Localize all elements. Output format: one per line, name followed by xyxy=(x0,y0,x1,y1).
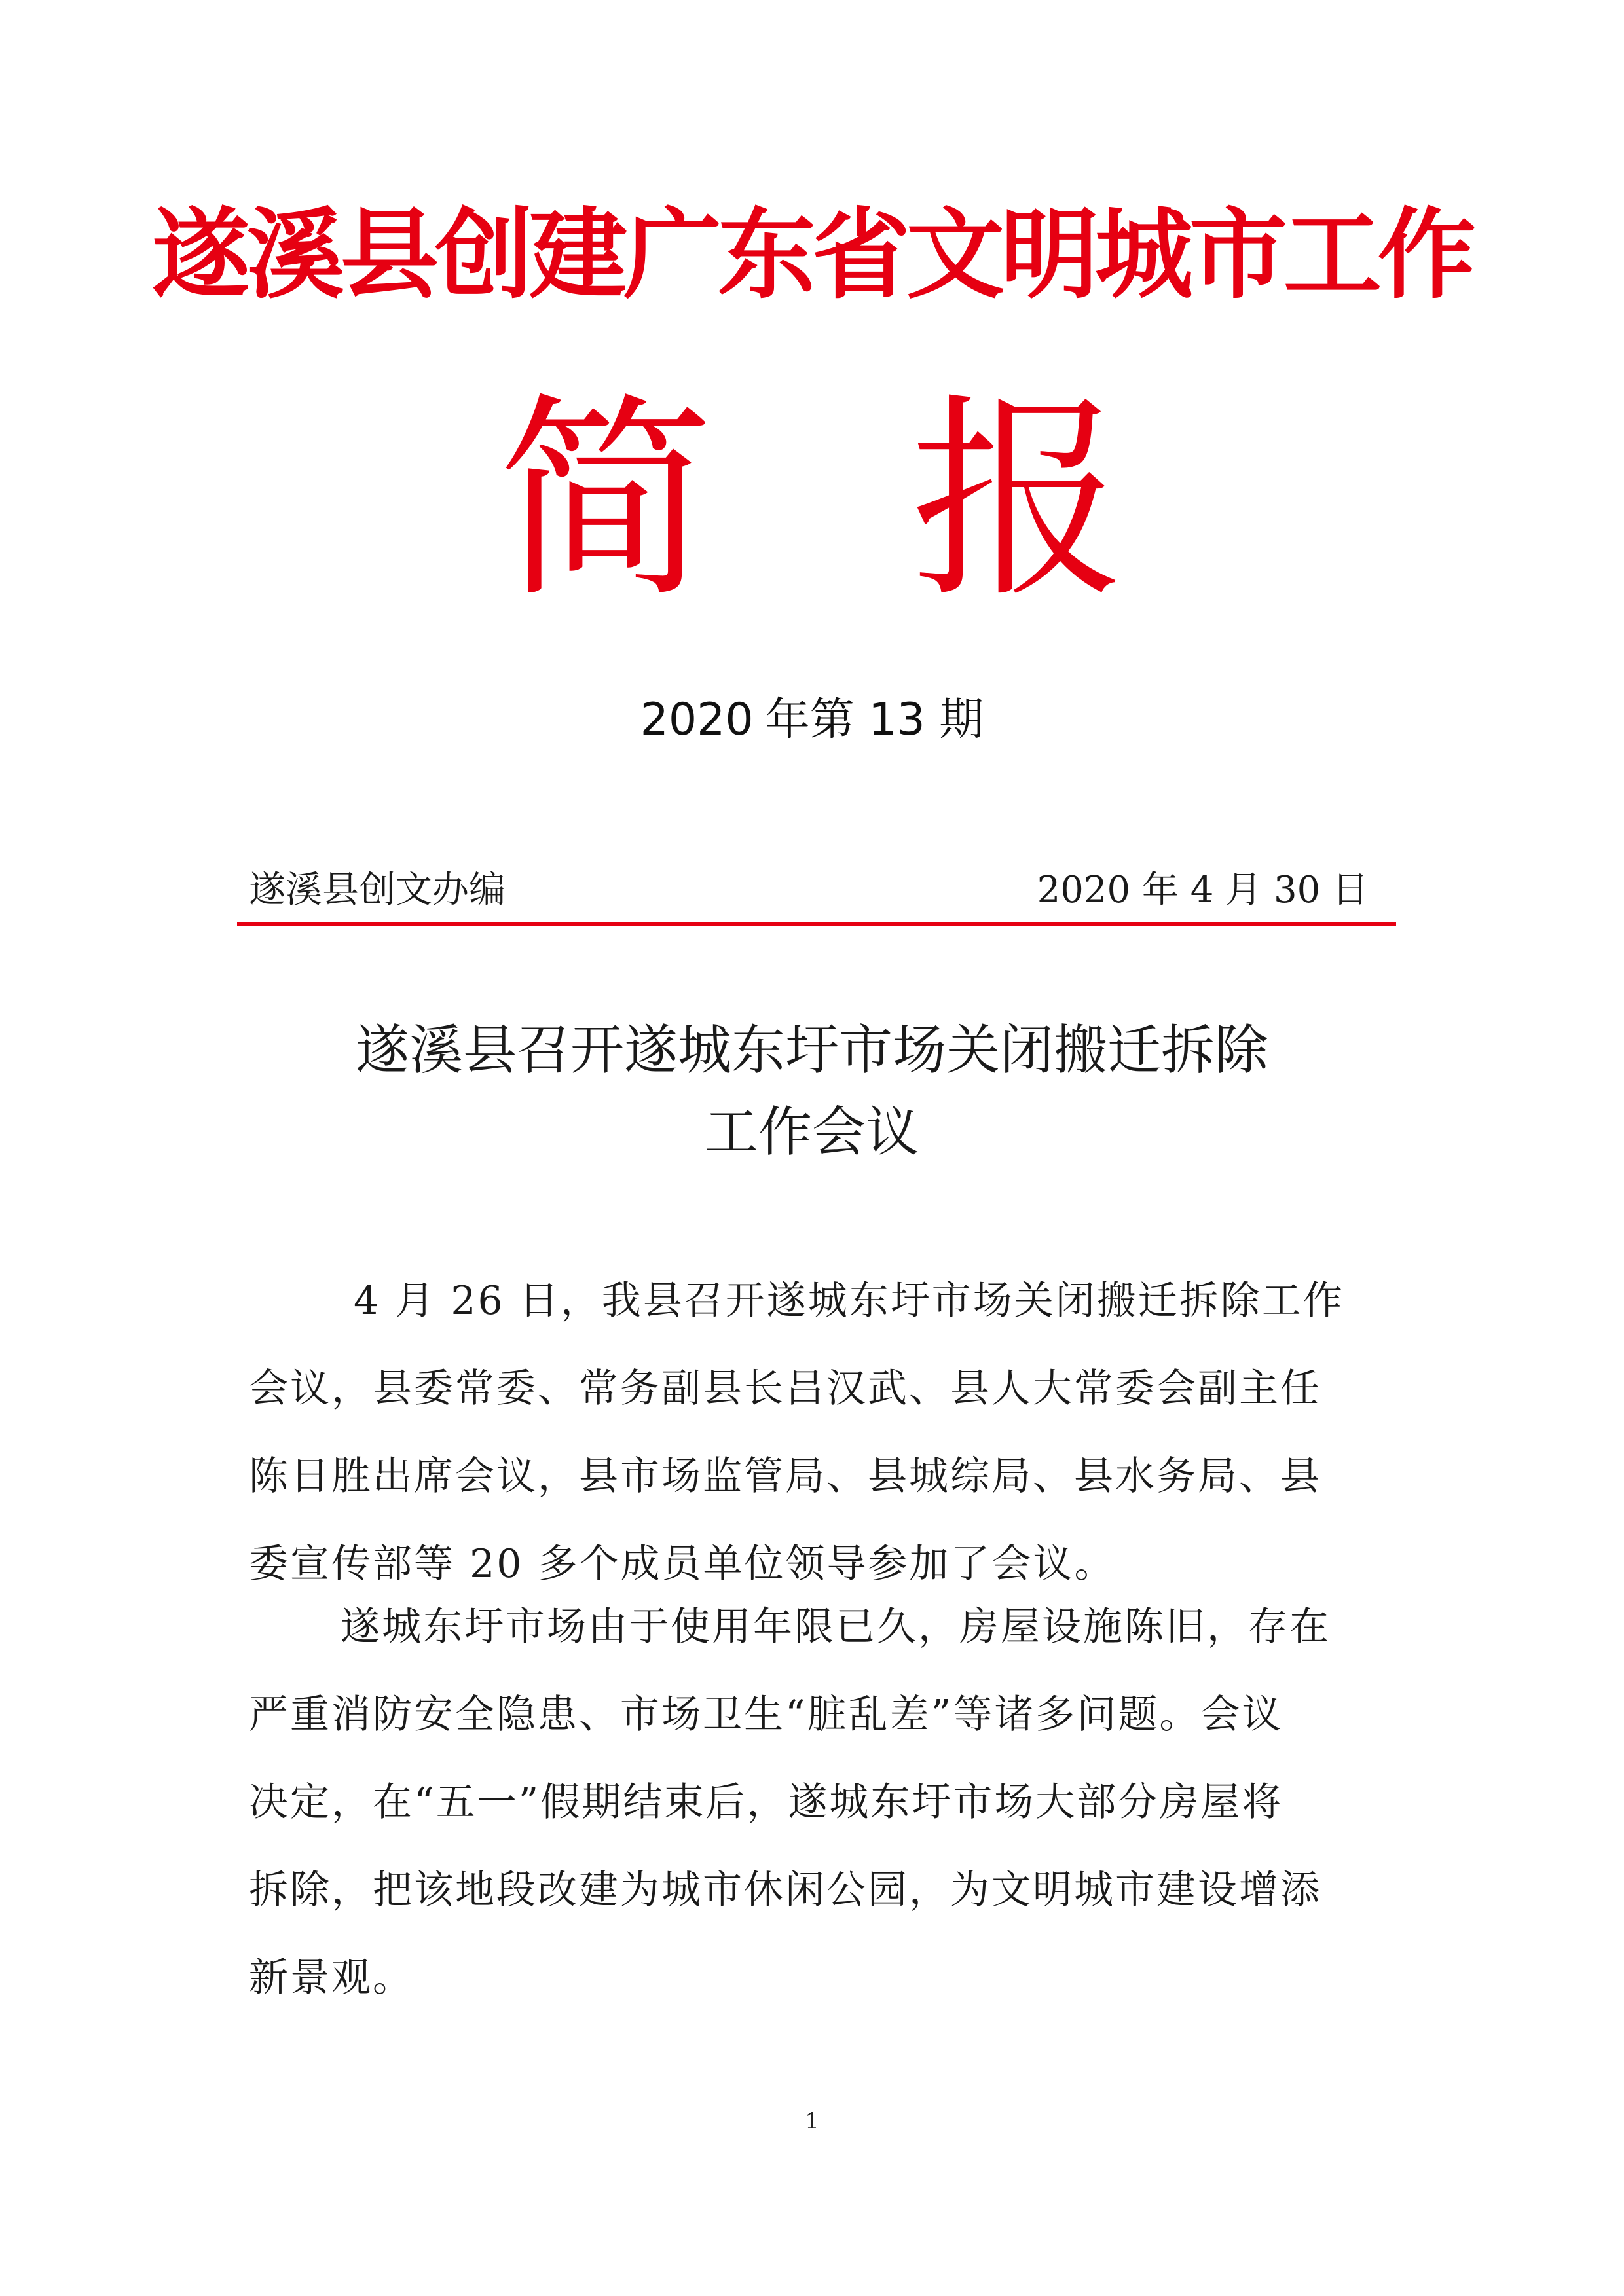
paragraph-line: 严重消防安全隐患、市场卫生“脏乱差”等诸多问题。会议 xyxy=(249,1692,1283,1738)
paragraph-line: 拆除，把该地段改建为城市休闲公园，为文明城市建设增添 xyxy=(249,1867,1321,1913)
publish-date: 2020 年 4 月 30 日 xyxy=(1037,869,1369,911)
doc-type-char-1: 简 xyxy=(498,375,714,627)
issue-number xyxy=(0,691,1624,750)
page-number: 1 xyxy=(805,2108,819,2134)
paragraph-1 xyxy=(249,1257,1382,1608)
paragraph-line: 新景观。 xyxy=(249,1955,414,2001)
paragraph-line: 陈日胜出席会议，县市场监管局、县城综局、县水务局、县 xyxy=(249,1453,1321,1499)
paragraph-line: 遂城东圩市场由于使用年限已久，房屋设施陈旧，存在 xyxy=(341,1604,1331,1650)
org-title: 遂溪县创建广东省文明城市工作 xyxy=(151,198,1472,312)
meta-row xyxy=(249,864,1369,917)
article-title-line-1: 遂溪县召开遂城东圩市场关闭搬迁拆除 xyxy=(355,1019,1268,1082)
paragraph-line: 委宣传部等 20 多个成员单位领导参加了会议。 xyxy=(249,1541,1116,1587)
issue-rest: 年第 13 期 xyxy=(765,694,984,746)
editor-label: 遂溪县创文办编 xyxy=(249,869,506,911)
paragraph-line: 决定，在“五一”假期结束后，遂城东圩市场大部分房屋将 xyxy=(249,1779,1283,1825)
paragraph-line: 4 月 26 日，我县召开遂城东圩市场关闭搬迁拆除工作 xyxy=(354,1278,1344,1324)
paragraph-line: 会议，县委常委、常务副县长吕汉武、县人大常委会副主任 xyxy=(249,1366,1321,1412)
paragraph-2 xyxy=(249,1583,1382,2022)
red-divider-line xyxy=(237,922,1396,926)
doc-type-title xyxy=(0,375,1624,627)
doc-type-char-2: 报 xyxy=(910,375,1126,627)
issue-year: 2020 xyxy=(640,694,754,746)
article-title-line-2: 工作会议 xyxy=(704,1101,919,1163)
